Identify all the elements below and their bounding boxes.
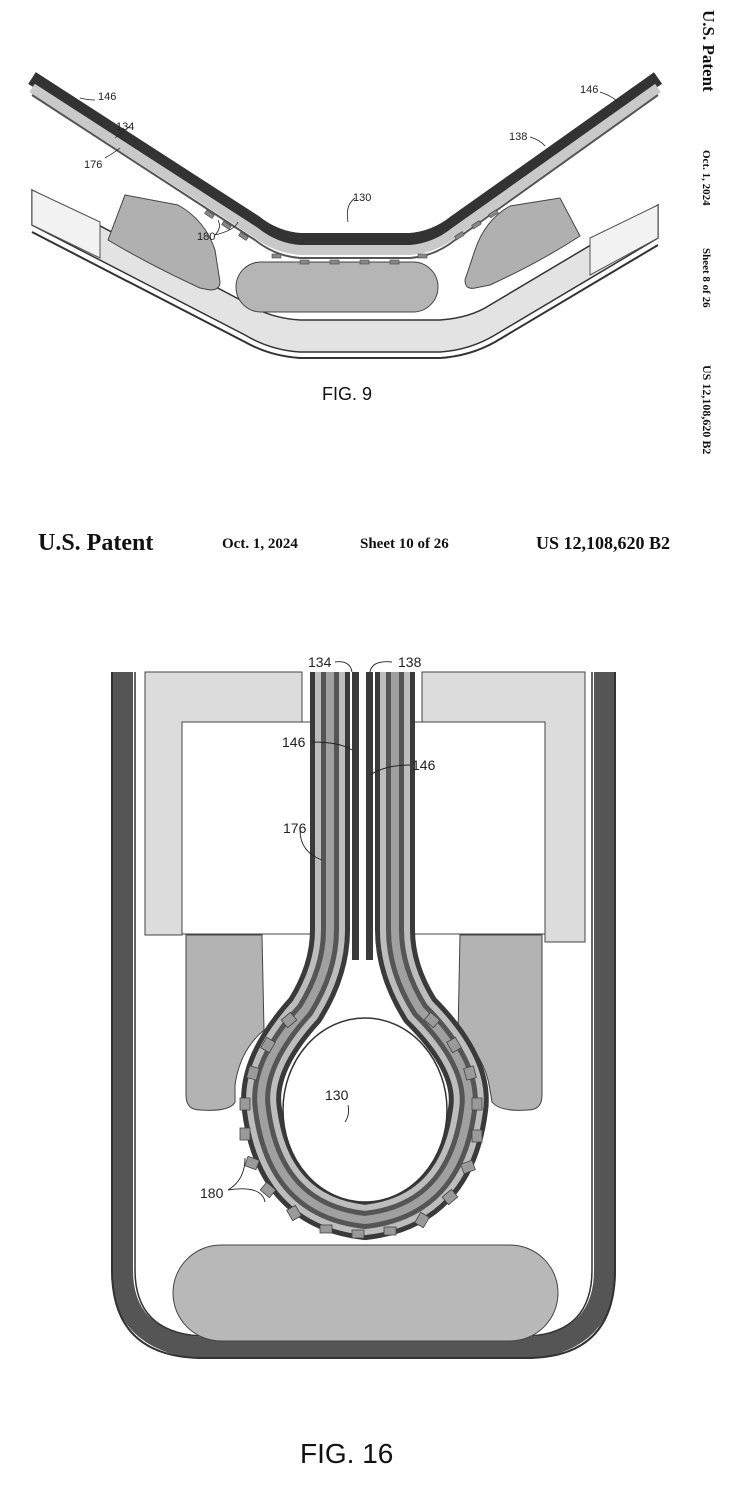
loop-interior [283,1018,447,1202]
ref-130: 130 [325,1087,349,1103]
ref-180: 180 [197,231,216,243]
ref-180: 180 [200,1185,224,1201]
left-end-segment [32,190,100,258]
rotated-header [682,10,722,480]
ref-134: 134 [116,121,135,133]
header-patent-number: US 12,108,620 B2 [700,365,714,455]
header-sheet: Sheet 10 of 26 [360,536,449,552]
bottom-pad [236,262,438,312]
fig-16-caption: FIG. 16 [300,1438,394,1469]
ref-134: 134 [308,654,332,670]
ref-176: 176 [84,159,103,171]
fig-16-drawing [0,490,740,1500]
header-title: U.S. Patent [38,530,154,556]
ref-146-right: 146 [412,757,436,773]
ref-146-left: 146 [98,91,117,103]
ref-138: 138 [509,131,528,143]
fig-9-drawing [0,0,740,490]
header-sheet: Sheet 8 of 26 [700,248,712,308]
ref-130: 130 [353,192,372,204]
right-interior-cavity [410,722,545,934]
ref-146-right: 146 [580,84,599,96]
header-patent-number: US 12,108,620 B2 [536,533,671,553]
header-date: Oct. 1, 2024 [222,536,298,552]
header-title: U.S. Patent [699,10,718,92]
header-date: Oct. 1, 2024 [700,150,712,206]
patent-sheet-8 [0,0,740,490]
ref-138: 138 [398,654,422,670]
patent-sheet-10 [0,490,740,1500]
ref-176: 176 [283,820,307,836]
ref-146-left: 146 [282,734,306,750]
bottom-pad [173,1245,558,1341]
fig-9-caption: FIG. 9 [322,384,373,404]
display-center-slit [359,672,366,960]
